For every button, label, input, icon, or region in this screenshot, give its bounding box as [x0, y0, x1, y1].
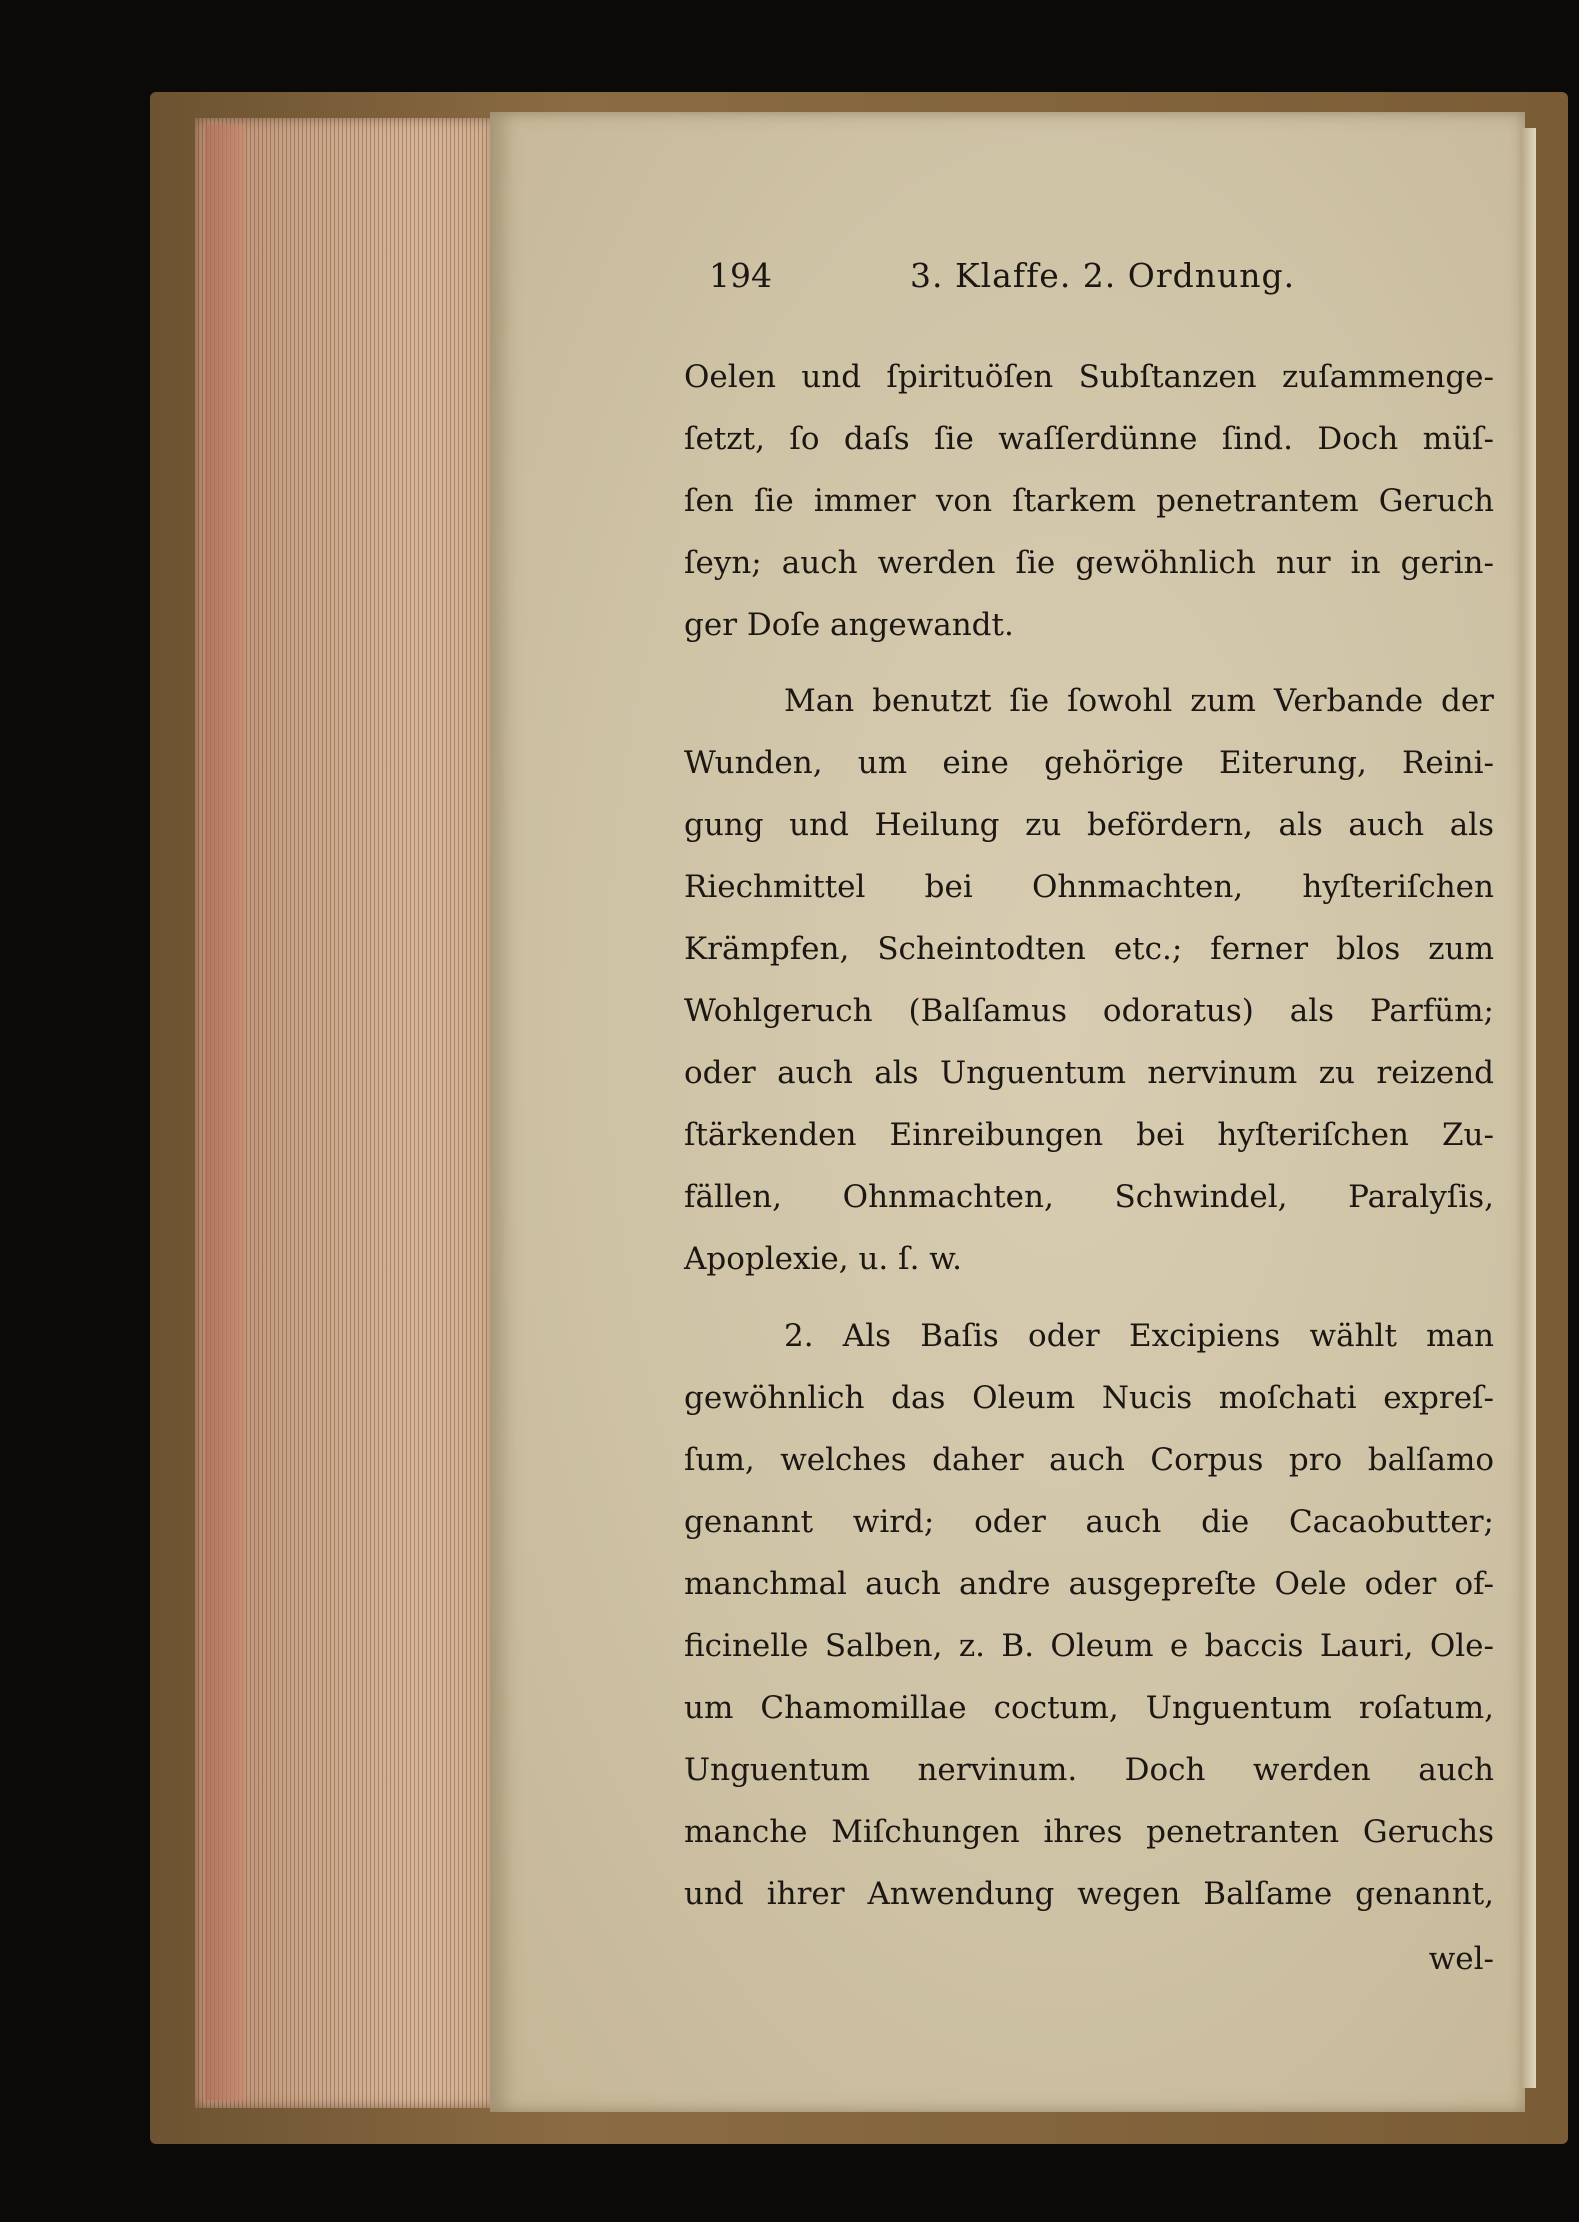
text-line: Unguentum nervinum. Doch werden auch [684, 1752, 1494, 1788]
text-line: ſetzt, ſo daſs ſie waſſerdünne ſind. Doch müſ- [684, 421, 1494, 457]
text-line: 2. Als Baſis oder Excipiens wählt man [784, 1318, 1494, 1354]
text-line: und ihrer Anwendung wegen Balſame genannt, [684, 1876, 1494, 1912]
running-head-title: 3. Klaffe. 2. Ordnung. [910, 256, 1296, 295]
text-line: manche Miſchungen ihres penetranten Geruchs [684, 1814, 1494, 1850]
running-head [684, 245, 1494, 307]
text-line: ſen ſie immer von ſtarkem penetrantem Geruch [684, 483, 1494, 519]
text-line: ſeyn; auch werden ſie gewöhnlich nur in gerin- [684, 545, 1494, 581]
text-line: manchmal auch andre ausgepreſte Oele oder of- [684, 1566, 1494, 1602]
text-line: Apoplexie, u. ſ. w. [684, 1241, 963, 1277]
text-line: fällen, Ohnmachten, Schwindel, Paralyſis, [684, 1179, 1494, 1215]
page-fore-edge [1522, 128, 1536, 2088]
text-line: ficinelle Salben, z. B. Oleum e baccis Lauri, Ole- [684, 1628, 1494, 1664]
red-edge-gilding [205, 125, 245, 2100]
text-line: Oelen und ſpirituöſen Subſtanzen zuſammenge- [684, 359, 1494, 395]
text-line: ſum, welches daher auch Corpus pro balſamo [684, 1442, 1494, 1478]
text-line: gung und Heilung zu befördern, als auch als [684, 807, 1494, 843]
text-line: ſtärkenden Einreibungen bei hyſteriſchen Zu- [684, 1117, 1494, 1153]
text-line: Wunden, um eine gehörige Eiterung, Reini- [684, 745, 1494, 781]
text-line: um Chamomillae coctum, Unguentum roſatum, [684, 1690, 1494, 1726]
text-line: Man benutzt ſie ſowohl zum Verbande der [784, 683, 1494, 719]
text-line: oder auch als Unguentum nervinum zu reizend [684, 1055, 1494, 1091]
text-line: gewöhnlich das Oleum Nucis moſchati expreſ- [684, 1380, 1494, 1416]
text-line: Wohlgeruch (Balſamus odoratus) als Parfüm; [684, 993, 1494, 1029]
text-line: genannt wird; oder auch die Cacaobutter; [684, 1504, 1494, 1540]
text-line: ger Doſe angewandt. [684, 607, 1014, 643]
text-line: Krämpfen, Scheintodten etc.; ferner blos zum [684, 931, 1494, 967]
catchword: wel- [1428, 1941, 1494, 1977]
page-number: 194 [709, 256, 772, 295]
text-line: Riechmittel bei Ohnmachten, hyſteriſchen [684, 869, 1494, 905]
